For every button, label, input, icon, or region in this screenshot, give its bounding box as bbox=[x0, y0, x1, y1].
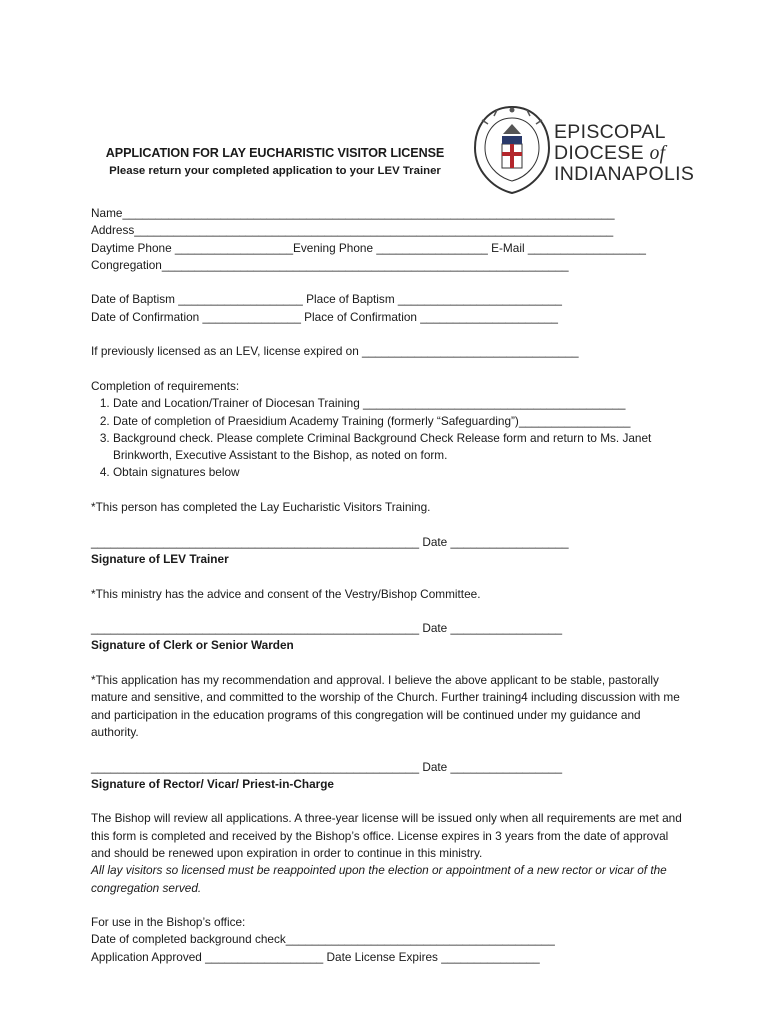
form-title: APPLICATION FOR LAY EUCHARISTIC VISITOR LICENSE bbox=[105, 146, 445, 160]
congregation-field[interactable]: Congregation______________________________________________________________ bbox=[91, 257, 569, 272]
phone-email-field[interactable]: Daytime Phone __________________Evening Phone _________________ E-Mail __________________ bbox=[91, 240, 646, 255]
requirements-list bbox=[91, 395, 691, 481]
lev-statement: *This person has completed the Lay Eucharistic Visitors Training. bbox=[91, 500, 431, 515]
clerk-signature-line[interactable]: __________________________________________________ Date _________________ bbox=[91, 621, 563, 636]
wordmark-line-3: INDIANAPOLIS bbox=[554, 163, 695, 185]
diocese-wordmark bbox=[554, 122, 694, 185]
address-field[interactable]: Address_________________________________________________________________________ bbox=[91, 223, 614, 238]
rector-signature-line[interactable]: __________________________________________________ Date _________________ bbox=[91, 759, 563, 774]
requirement-item: 3. Background check. Please complete Criminal Background Check Release form and return to Ms. Janet Brinkworth, Executive Assistant to the Bishop, as noted on form. bbox=[113, 430, 691, 465]
confirmation-field[interactable]: Date of Confirmation _______________ Place of Confirmation _____________________ bbox=[91, 309, 558, 324]
lev-signature-line[interactable]: __________________________________________________ Date __________________ bbox=[91, 534, 569, 549]
clerk-signature-label: Signature of Clerk or Senior Warden bbox=[91, 638, 294, 653]
form-body bbox=[91, 205, 691, 966]
bishop-review-note: The Bishop will review all applications. A three-year license will be issued only when all requirements are met and this form is completed and received by the Bishop’s office. License expires in 3 years from the date of approval and should be renewed upon expiration in order to continue in this ministry. bbox=[91, 811, 682, 860]
background-check-date-field[interactable]: Date of completed background check_________________________________________ bbox=[91, 932, 555, 947]
name-field[interactable]: Name___________________________________________________________________________ bbox=[91, 206, 615, 220]
baptism-field[interactable]: Date of Baptism ___________________ Place of Baptism _________________________ bbox=[91, 292, 562, 307]
requirement-item[interactable]: 1. Date and Location/Trainer of Diocesan Training ________________________________________ bbox=[113, 395, 691, 412]
requirements-heading: Completion of requirements: bbox=[91, 378, 240, 393]
lev-signature-label: Signature of LEV Trainer bbox=[91, 551, 229, 566]
clerk-statement: *This ministry has the advice and consent of the Vestry/Bishop Committee. bbox=[91, 586, 481, 601]
rector-statement: *This application has my recommendation and approval. I believe the above applicant to be stable, pastorally mature and sensitive, and committed to the worship of the Church. Further training4 including discussion with me and participation in the education programs of this congregation will be continued under my guidance and authority. bbox=[91, 673, 680, 739]
requirement-item: 4. Obtain signatures below bbox=[113, 464, 691, 481]
reappointment-note: All lay visitors so licensed must be reappointed upon the election or appointment of a new rector or vicar of the congregation served. bbox=[91, 863, 667, 895]
rector-signature-label: Signature of Rector/ Vicar/ Priest-in-Charge bbox=[91, 776, 334, 791]
requirement-item[interactable]: 2. Date of completion of Praesidium Academy Training (formerly “Safeguarding”)_________________ bbox=[113, 413, 691, 430]
form-subtitle: Please return your completed application to your LEV Trainer bbox=[109, 165, 441, 177]
wordmark-line-1: EPISCOPAL bbox=[554, 121, 666, 143]
diocese-seal-logo bbox=[472, 104, 552, 196]
license-expired-field[interactable]: If previously licensed as an LEV, license expired on _________________________________ bbox=[91, 344, 579, 359]
office-use-heading: For use in the Bishop’s office: bbox=[91, 915, 246, 930]
wordmark-line-2: DIOCESE of bbox=[554, 142, 666, 164]
approval-expiry-field[interactable]: Application Approved __________________ Date License Expires _______________ bbox=[91, 949, 540, 964]
